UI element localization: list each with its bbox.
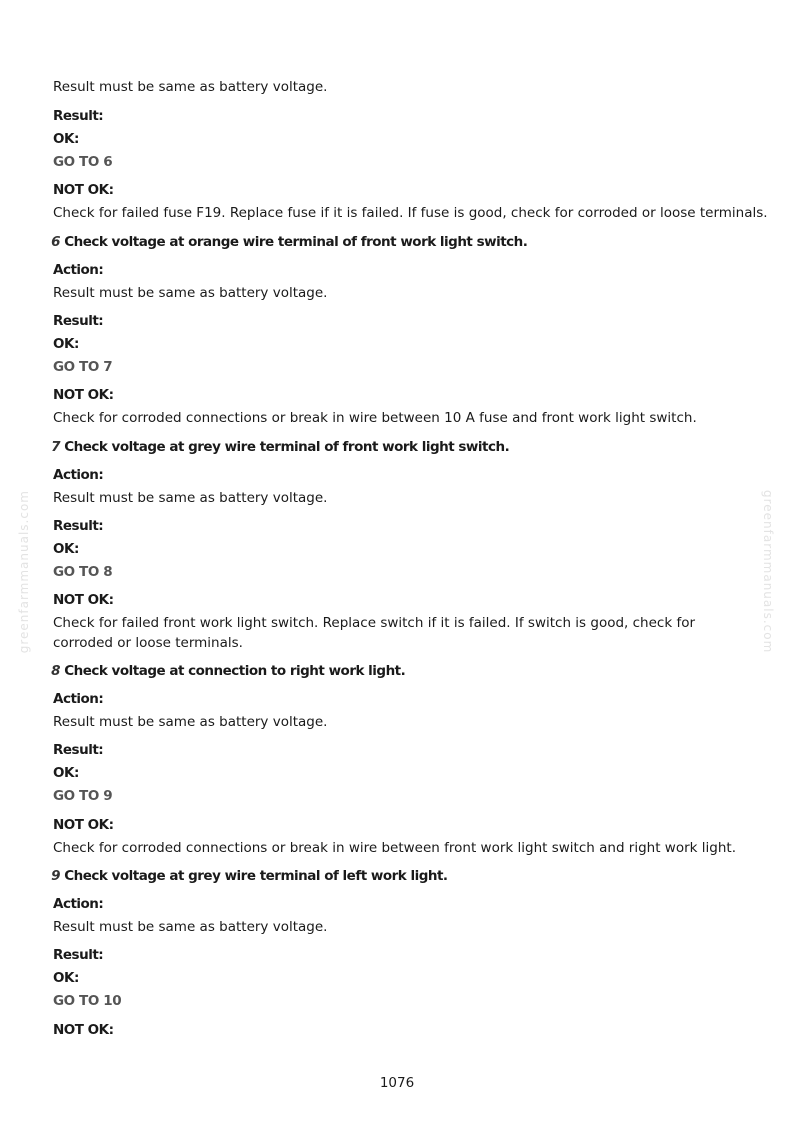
step-number: 7 [51, 439, 60, 455]
result-label: Result: [53, 947, 104, 963]
not-ok-text: Check for failed front work light switch. Replace switch if it is failed. If switch is good, check for corroded or loose terminals. [53, 615, 696, 651]
ok-label: OK: [53, 336, 79, 352]
step-title: Check voltage at grey wire terminal of front work light switch. [64, 439, 510, 455]
ok-label: OK: [53, 970, 79, 986]
not-ok-label: NOT OK: [53, 592, 114, 608]
not-ok-label: NOT OK: [53, 817, 114, 833]
not-ok-label: NOT OK: [53, 182, 114, 198]
result-label: Result: [53, 518, 104, 534]
action-label: Action: [53, 467, 104, 483]
not-ok-label: NOT OK: [53, 1022, 114, 1038]
action-text: Result must be same as battery voltage. [53, 919, 328, 935]
action-text: Result must be same as battery voltage. [53, 79, 328, 95]
step-number: 6 [51, 234, 60, 250]
not-ok-label: NOT OK: [53, 387, 114, 403]
action-text: Result must be same as battery voltage. [53, 285, 328, 301]
action-label: Action: [53, 691, 104, 707]
step-title: Check voltage at connection to right work light. [64, 663, 406, 679]
ok-label: OK: [53, 541, 79, 557]
action-label: Action: [53, 262, 104, 278]
step-heading [39, 232, 527, 252]
step-title: Check voltage at orange wire terminal of front work light switch. [64, 234, 528, 250]
not-ok-text: Check for corroded connections or break in wire between 10 A fuse and front work light switch. [53, 410, 697, 426]
step-title: Check voltage at grey wire terminal of left work light. [64, 868, 448, 884]
ok-label: OK: [53, 765, 79, 781]
watermark-right: greenfarmmanuals.com [761, 490, 775, 654]
watermark-left: greenfarmmanuals.com [17, 490, 31, 654]
step-heading [39, 437, 509, 457]
action-label: Action: [53, 896, 104, 912]
action-text: Result must be same as battery voltage. [53, 490, 328, 506]
result-label: Result: [53, 108, 104, 124]
goto-link[interactable]: GO TO 10 [53, 993, 122, 1009]
goto-link[interactable]: GO TO 9 [53, 788, 113, 804]
goto-link[interactable]: GO TO 6 [53, 154, 113, 170]
page-number: 1076 [379, 1075, 415, 1091]
action-text: Result must be same as battery voltage. [53, 714, 328, 730]
step-heading [39, 866, 448, 886]
step-number: 9 [51, 868, 60, 884]
step-number: 8 [51, 663, 60, 679]
result-label: Result: [53, 742, 104, 758]
result-label: Result: [53, 313, 104, 329]
not-ok-text: Check for corroded connections or break in wire between front work light switch and right work light. [53, 840, 736, 856]
step-heading [39, 661, 405, 681]
ok-label: OK: [53, 131, 79, 147]
goto-link[interactable]: GO TO 7 [53, 359, 113, 375]
not-ok-text: Check for failed fuse F19. Replace fuse if it is failed. If fuse is good, check for corroded or loose terminals. [53, 205, 768, 221]
goto-link[interactable]: GO TO 8 [53, 564, 113, 580]
